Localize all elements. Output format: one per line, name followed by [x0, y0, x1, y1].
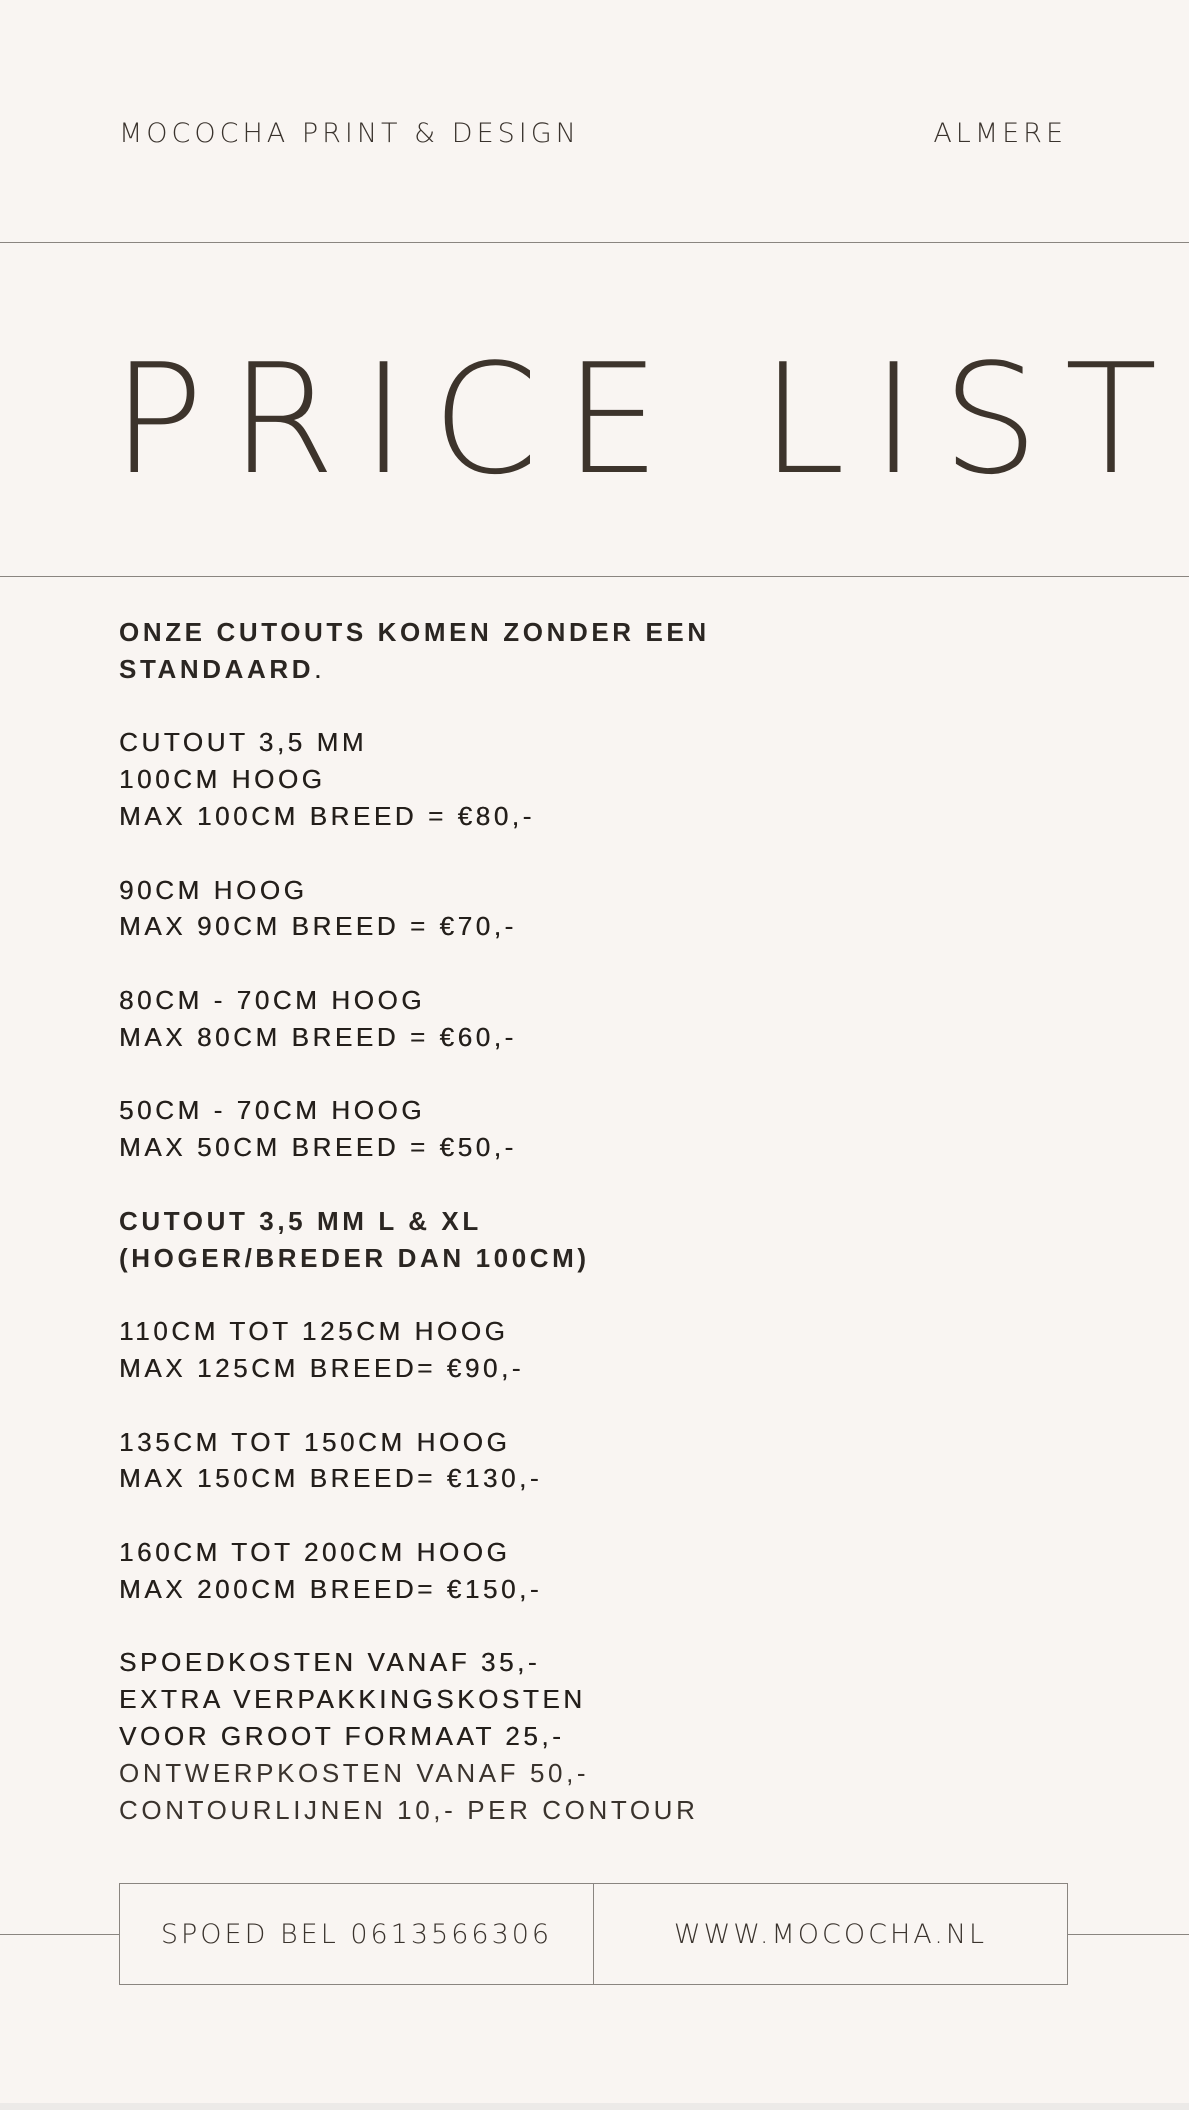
bottom-edge [0, 2103, 1189, 2110]
section-heading-block [119, 1203, 969, 1277]
contact-footer [119, 1883, 1068, 1985]
intro-line-2-suffix: . [314, 653, 325, 684]
item-height: 110CM TOT 125CM HOOG [119, 1316, 509, 1347]
price-content [119, 614, 969, 1828]
location: ALMERE [933, 118, 1067, 149]
item-height: 160CM TOT 200CM HOOG [119, 1536, 511, 1567]
price-item [119, 1424, 969, 1498]
item-height: 90CM HOOG [119, 874, 308, 905]
intro-line-2: STANDAARD [119, 653, 315, 684]
intro-line-1: ONZE CUTOUTS KOMEN ZONDER EEN [119, 617, 710, 647]
intro-block [119, 614, 969, 688]
section-heading: CUTOUT 3,5 MM [119, 727, 368, 758]
section-subheading: (HOGER/BREDER DAN 100CM) [119, 1242, 590, 1273]
item-height: 80CM - 70CM HOOG [119, 984, 426, 1015]
divider-title [0, 576, 1189, 577]
brand-name: MOCOCHA PRINT & DESIGN [119, 118, 580, 149]
section-heading: CUTOUT 3,5 MM L & XL [119, 1205, 482, 1236]
price-item [119, 1313, 969, 1387]
page-title: PRICE LIST [112, 331, 1184, 508]
item-height: 100CM HOOG [119, 764, 326, 795]
extra-line: EXTRA VERPAKKINGSKOSTEN [119, 1684, 586, 1715]
website-link[interactable]: WWW.MOCOCHA.NL [593, 1884, 1067, 1984]
price-item [119, 982, 969, 1056]
extras-block [119, 1644, 969, 1828]
item-price: MAX 80CM BREED = €60,- [119, 1021, 517, 1052]
price-item [119, 724, 969, 834]
extra-line: VOOR GROOT FORMAAT 25,- [119, 1720, 565, 1751]
extra-line: ONTWERPKOSTEN VANAF 50,- [119, 1757, 590, 1788]
item-price: MAX 100CM BREED = €80,- [119, 800, 535, 831]
price-item [119, 1092, 969, 1166]
item-height: 50CM - 70CM HOOG [119, 1095, 426, 1126]
item-height: 135CM TOT 150CM HOOG [119, 1426, 511, 1457]
phone-number[interactable]: SPOED BEL 0613566306 [160, 1918, 553, 1950]
item-price: MAX 125CM BREED= €90,- [119, 1352, 525, 1383]
item-price: MAX 200CM BREED= €150,- [119, 1573, 543, 1604]
price-item [119, 872, 969, 946]
extra-line: CONTOURLIJNEN 10,- PER CONTOUR [119, 1794, 699, 1825]
price-item [119, 1534, 969, 1608]
extra-line: SPOEDKOSTEN VANAF 35,- [119, 1647, 541, 1678]
item-price: MAX 90CM BREED = €70,- [119, 911, 517, 942]
item-price: MAX 50CM BREED = €50,- [119, 1132, 517, 1163]
item-price: MAX 150CM BREED= €130,- [119, 1463, 543, 1494]
divider-top [0, 242, 1189, 243]
